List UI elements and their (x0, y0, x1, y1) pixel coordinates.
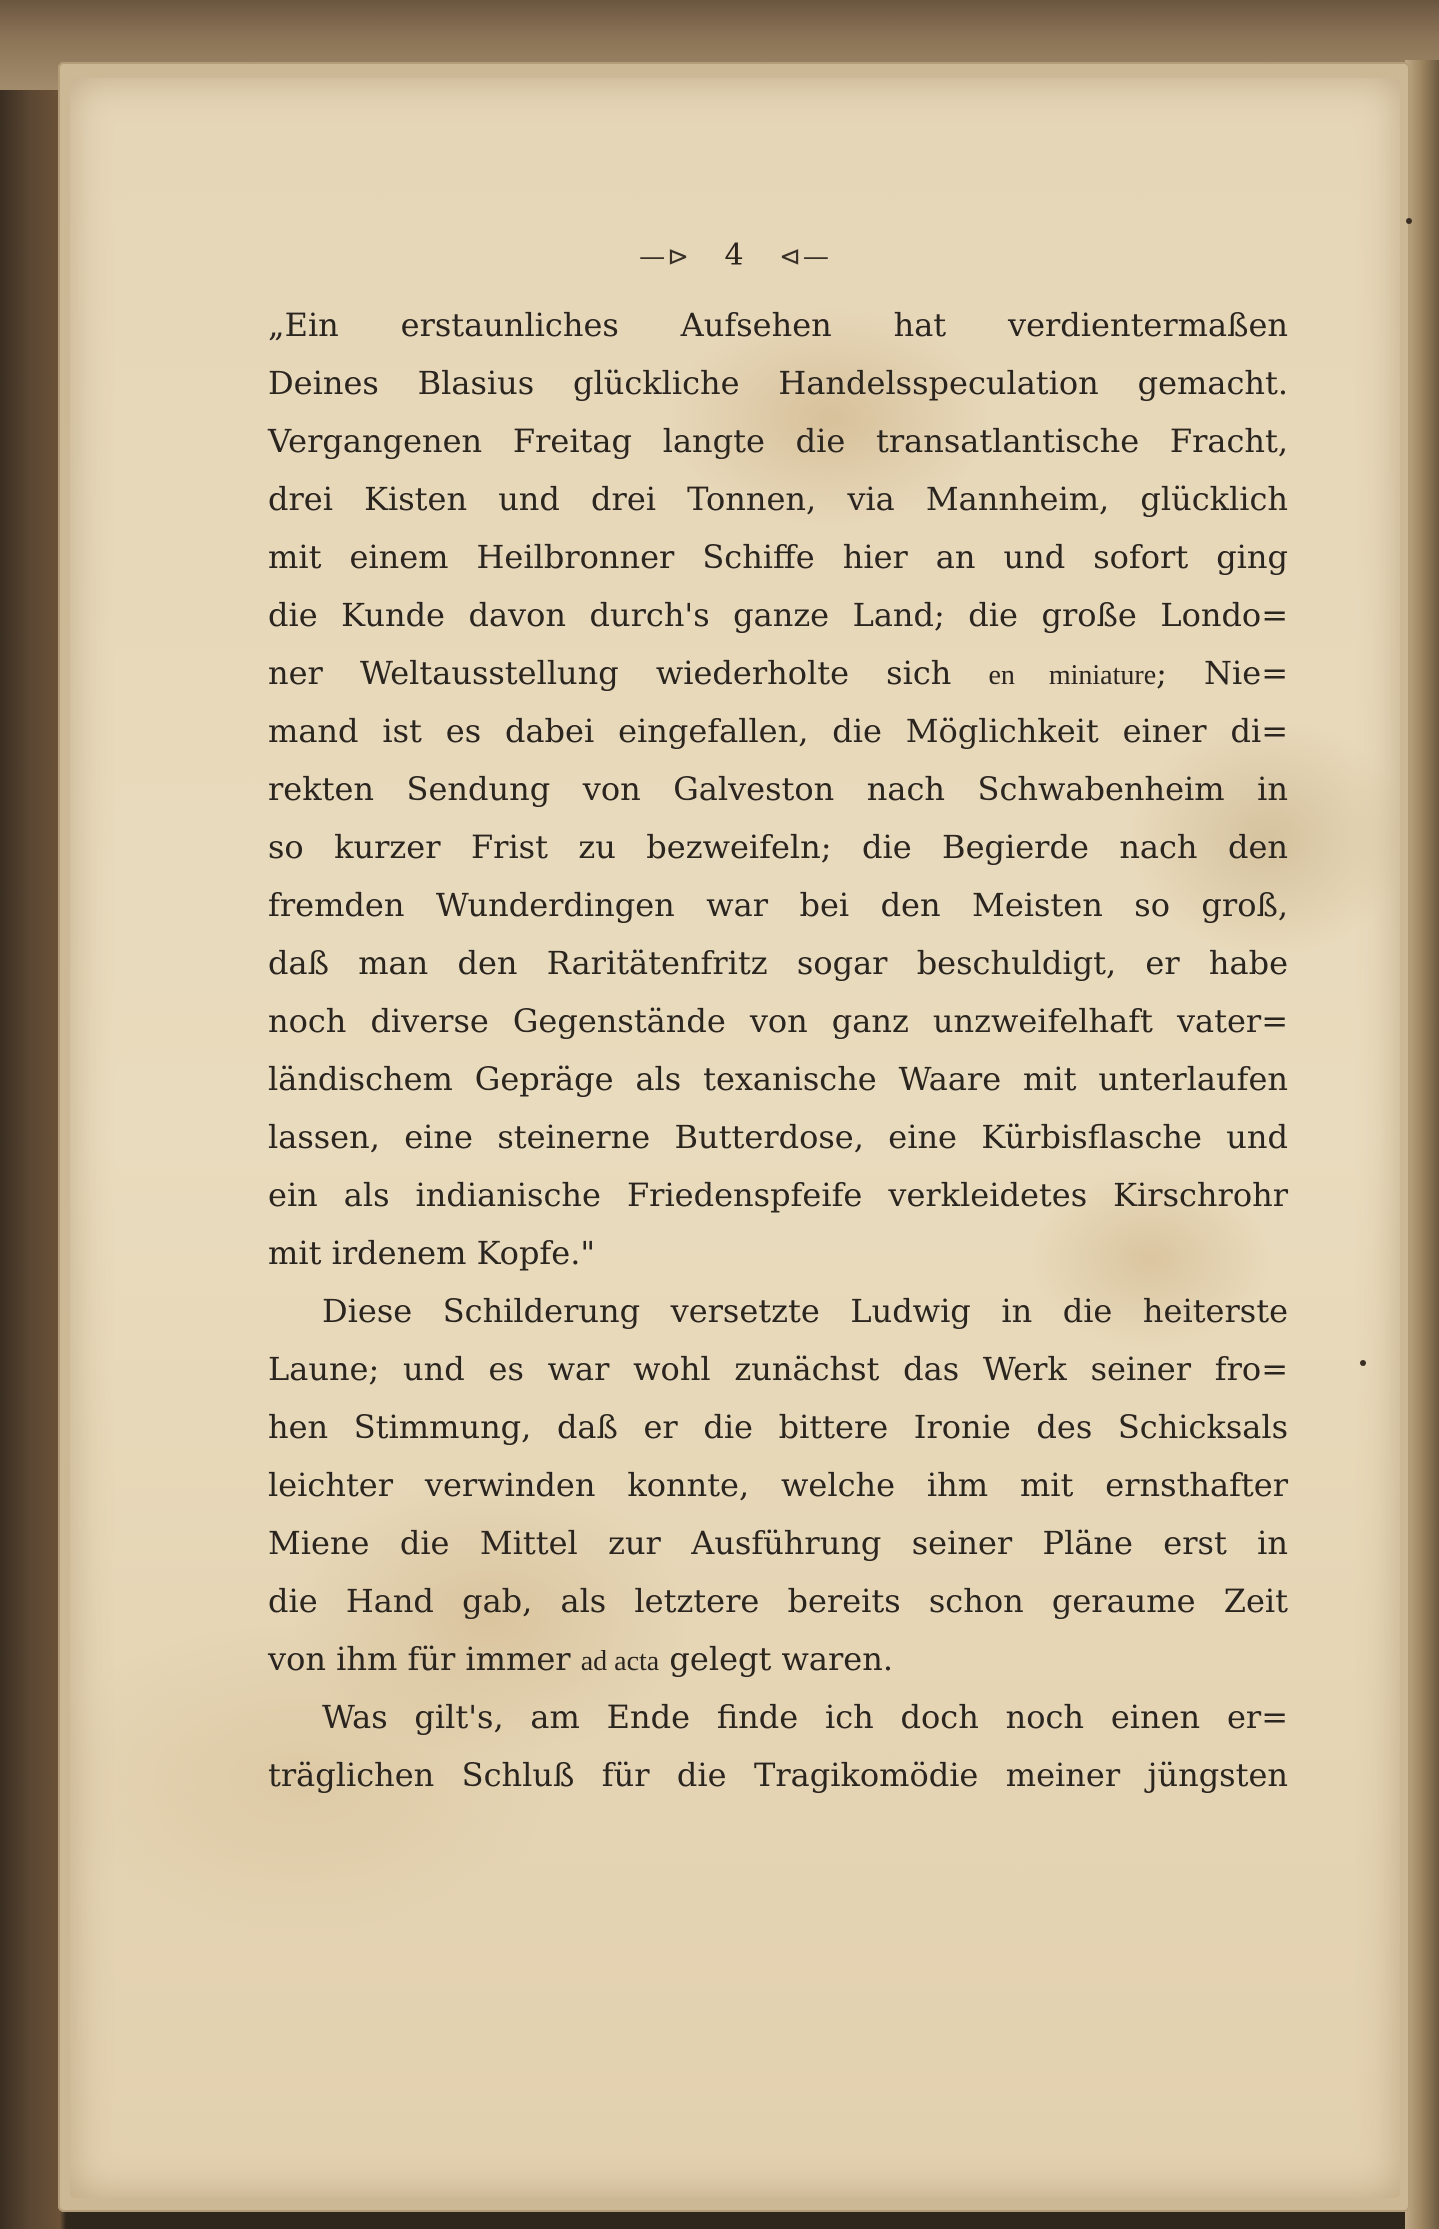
text-run: noch diverse Gegenstände von ganz unzweifelhaft vater= (268, 1002, 1288, 1040)
text-run: die Hand gab, als letztere bereits schon geraume Zeit (268, 1582, 1288, 1620)
text-line (268, 1398, 1288, 1456)
text-run: fremden Wunderdingen war bei den Meisten so groß, (268, 886, 1288, 924)
text-run: „Ein erstaunliches Aufsehen hat verdientermaßen (268, 306, 1288, 344)
text-run: mit irdenem Kopfe." (268, 1234, 596, 1272)
text-run: leichter verwinden konnte, welche ihm mit ernsthafter (268, 1466, 1288, 1504)
text-run: rekten Sendung von Galveston nach Schwabenheim in (268, 770, 1288, 808)
text-line (268, 528, 1288, 586)
latin-phrase: en miniature (988, 660, 1157, 691)
text-line (268, 1050, 1288, 1108)
text-line (268, 296, 1288, 354)
text-run: Miene die Mittel zur Ausführung seiner Pläne erst in (268, 1524, 1288, 1562)
latin-phrase: ad acta (580, 1646, 660, 1677)
text-run: ner Weltausstellung wiederholte sich (268, 654, 989, 692)
text-run: so kurzer Frist zu bezweifeln; die Begierde nach den (268, 828, 1288, 866)
text-run: ein als indianische Friedenspfeife verkleidetes Kirschrohr (268, 1176, 1288, 1214)
paragraph (268, 1688, 1288, 1804)
paragraph (268, 296, 1288, 1282)
text-line (268, 1746, 1288, 1804)
text-line (268, 702, 1288, 760)
page (70, 78, 1400, 2198)
body-text (268, 296, 1288, 1804)
text-run: von ihm für immer (268, 1640, 581, 1678)
text-line (268, 354, 1288, 412)
text-line (268, 1688, 1288, 1746)
paragraph (268, 1282, 1288, 1688)
text-line (268, 760, 1288, 818)
text-run: gelegt waren. (659, 1640, 893, 1678)
book-cover-right-edge (1405, 60, 1439, 2229)
text-line (268, 1108, 1288, 1166)
text-line (268, 470, 1288, 528)
text-run: lassen, eine steinerne Butterdose, eine Kürbisflasche und (268, 1118, 1288, 1156)
text-run: mand ist es dabei eingefallen, die Möglichkeit einer di= (268, 712, 1288, 750)
text-line (268, 992, 1288, 1050)
text-line (268, 1630, 1288, 1688)
text-run: daß man den Raritätenfritz sogar beschuldigt, er habe (268, 944, 1288, 982)
text-line (268, 818, 1288, 876)
page-number: 4 (724, 238, 746, 273)
text-line (268, 644, 1288, 702)
text-run: die Kunde davon durch's ganze Land; die große Londo= (268, 596, 1288, 634)
ornament-left-icon: —⊳ (639, 242, 691, 272)
text-run: ländischem Gepräge als texanische Waare mit unterlaufen (268, 1060, 1288, 1098)
ornament-right-icon: ⊲— (779, 242, 831, 272)
margin-speck (1406, 218, 1412, 224)
text-line (268, 1166, 1288, 1224)
text-line (268, 1224, 1288, 1282)
text-run: träglichen Schluß für die Tragikomödie meiner jüngsten (268, 1756, 1288, 1794)
text-line (268, 1282, 1288, 1340)
text-line (268, 1572, 1288, 1630)
text-run: Vergangenen Freitag langte die transatlantische Fracht, (268, 422, 1288, 460)
text-line (268, 1456, 1288, 1514)
text-run: mit einem Heilbronner Schiffe hier an und sofort ging (268, 538, 1288, 576)
text-run: hen Stimmung, daß er die bittere Ironie des Schicksals (268, 1408, 1288, 1446)
text-run: Laune; und es war wohl zunächst das Werk seiner fro= (268, 1350, 1288, 1388)
text-line (268, 876, 1288, 934)
text-run: Diese Schilderung versetzte Ludwig in die heiterste (322, 1292, 1288, 1330)
text-run: Deines Blasius glückliche Handelsspeculation gemacht. (268, 364, 1288, 402)
page-number-header (70, 238, 1400, 273)
text-line (268, 586, 1288, 644)
margin-speck (1360, 1360, 1366, 1366)
text-run: drei Kisten und drei Tonnen, via Mannheim, glücklich (268, 480, 1288, 518)
text-line (268, 412, 1288, 470)
text-line (268, 1514, 1288, 1572)
text-run: Was gilt's, am Ende finde ich doch noch einen er= (322, 1698, 1288, 1736)
text-line (268, 934, 1288, 992)
text-run: ; Nie= (1156, 654, 1289, 692)
text-line (268, 1340, 1288, 1398)
